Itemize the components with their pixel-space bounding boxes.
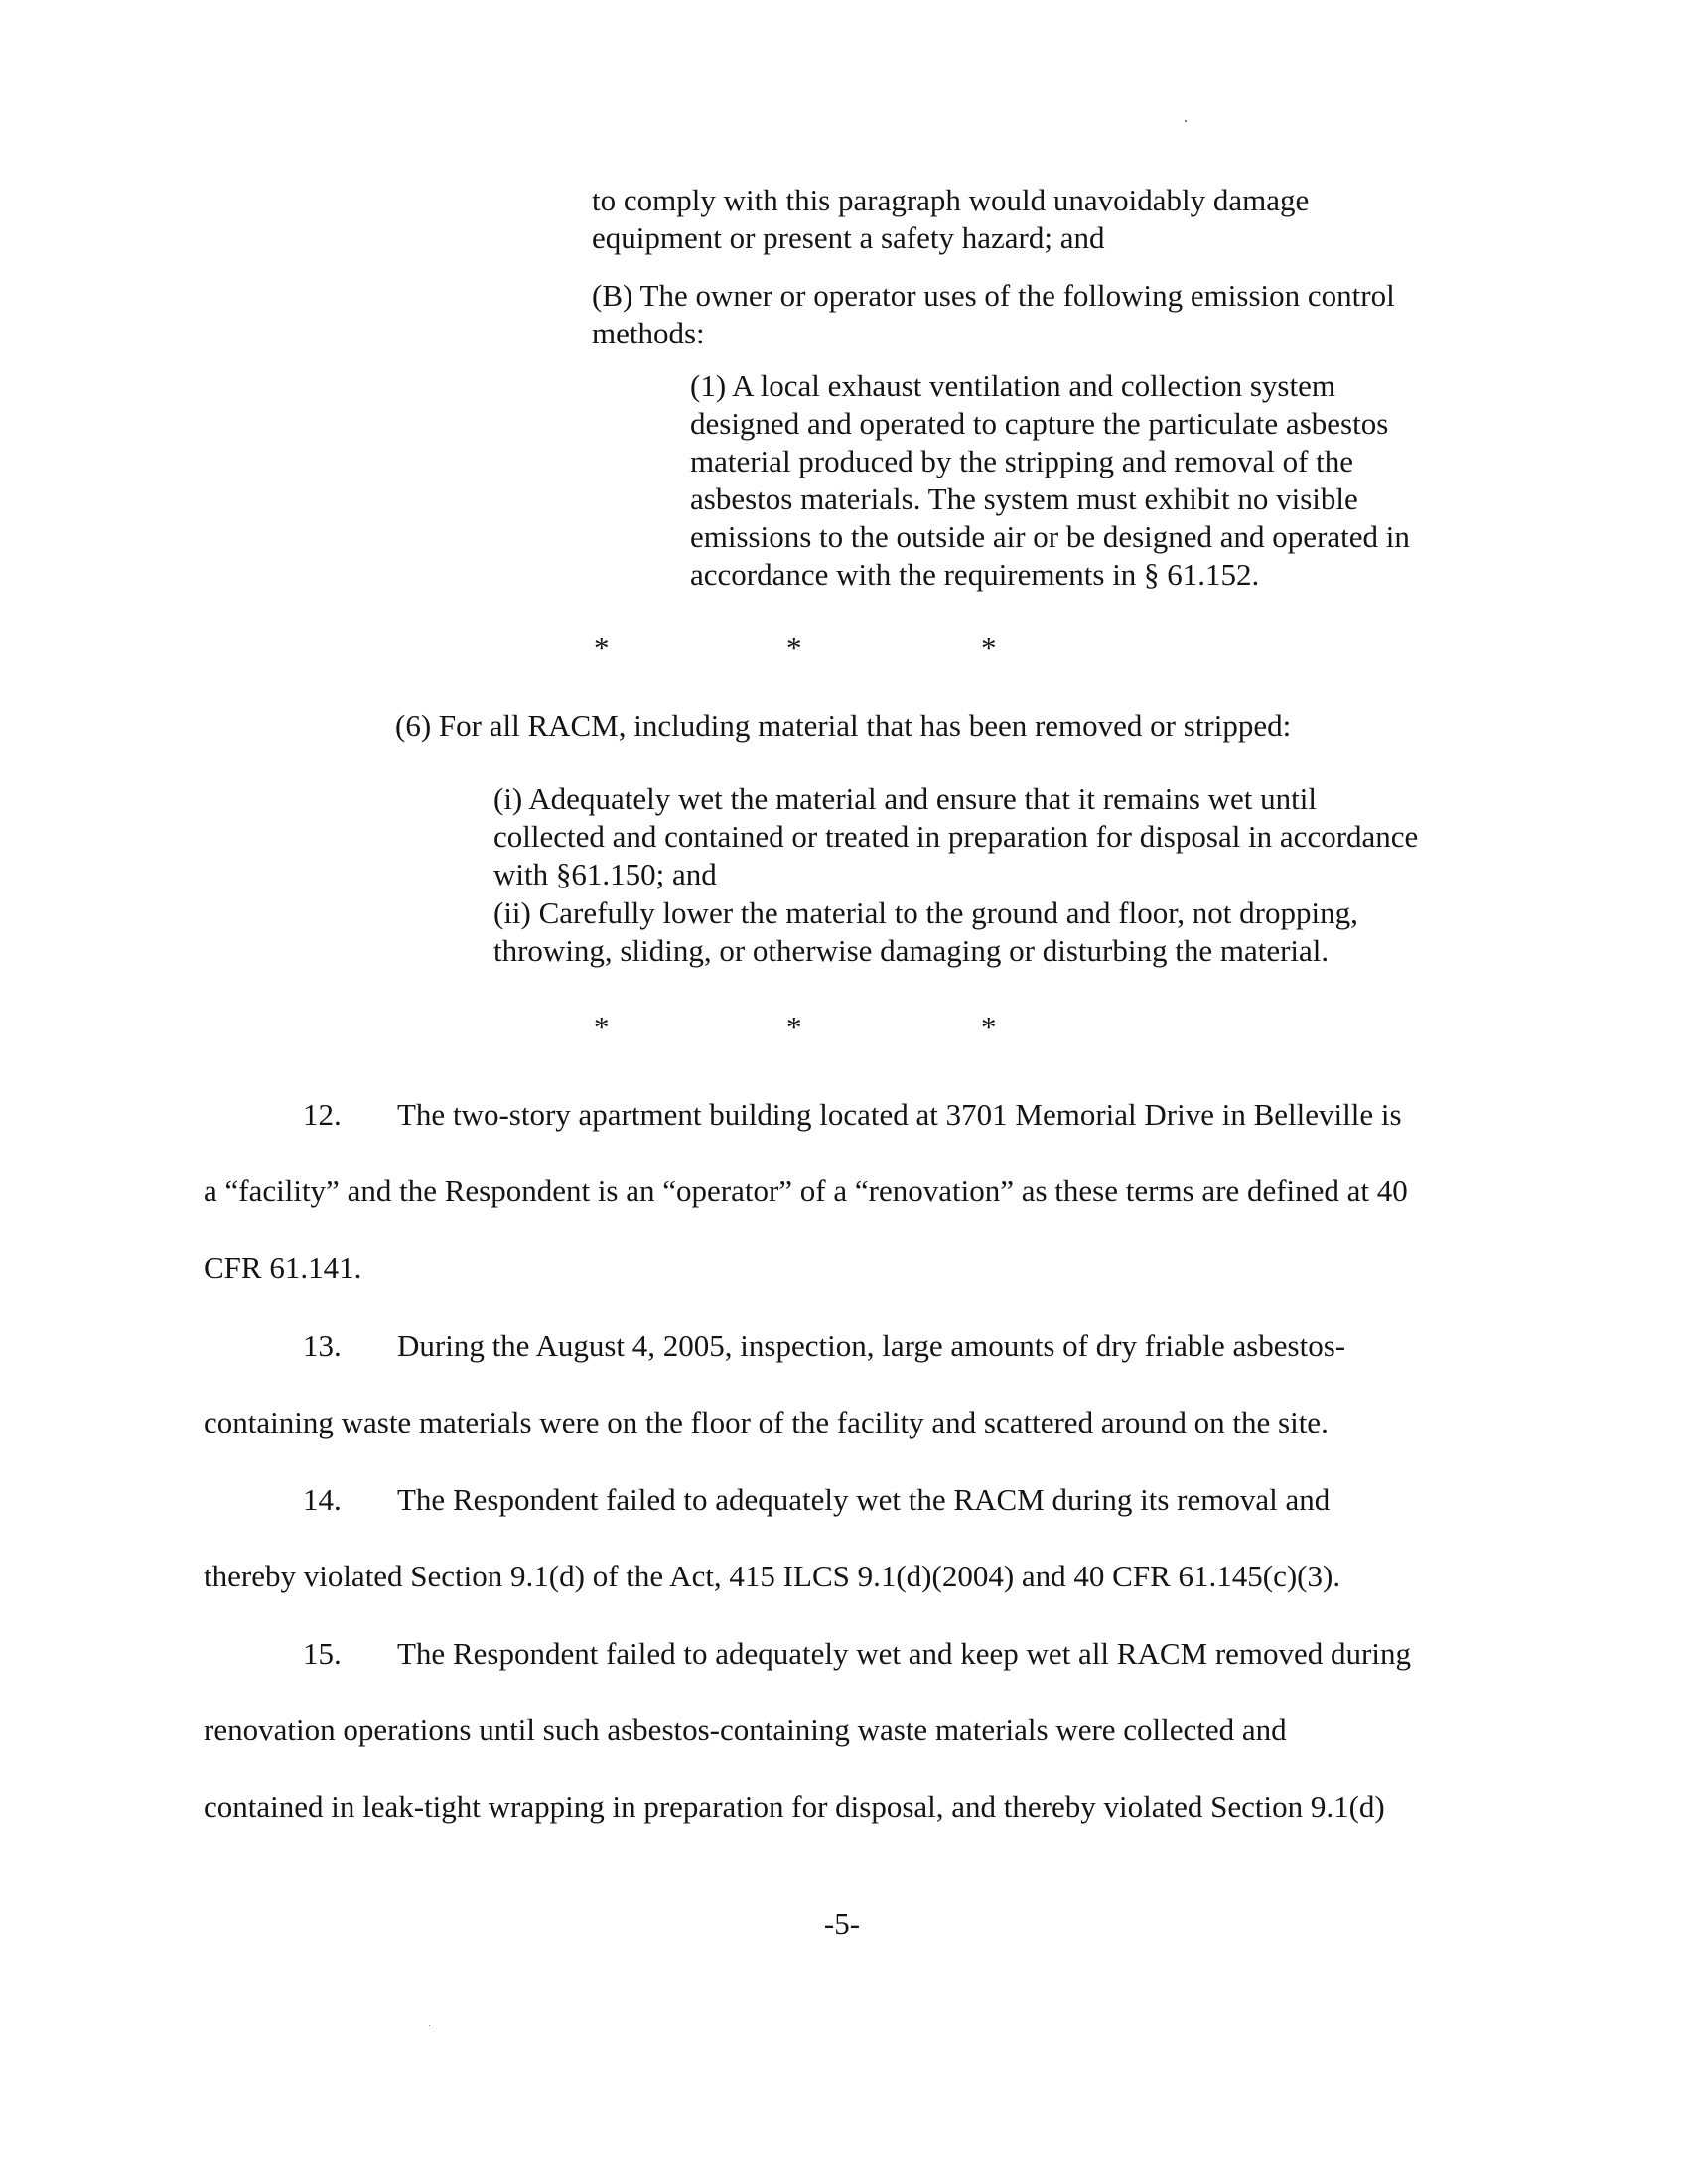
paragraph-first-line xyxy=(204,1076,1489,1153)
quote-line: emissions to the outside air or be designed and operated in xyxy=(690,519,1410,554)
quote-line: methods: xyxy=(592,316,705,350)
paragraph-text: contained in leak-tight wrapping in preparation for disposal, and thereby violated Section 9.1(d) xyxy=(204,1789,1385,1824)
quote-para-a-continued xyxy=(592,182,1485,257)
quote-line: (i) Adequately wet the material and ensure that it remains wet until xyxy=(493,781,1317,816)
numbered-paragraph xyxy=(204,1461,1489,1614)
quote-line: asbestos materials. The system must exhibit no visible xyxy=(690,481,1358,516)
ellipsis-star: * xyxy=(786,1010,802,1044)
quote-line: (1) A local exhaust ventilation and collection system xyxy=(690,368,1335,403)
quote-line: accordance with the requirements in § 61.152. xyxy=(690,557,1260,592)
quote-line: (B) The owner or operator uses of the following emission control xyxy=(592,278,1395,313)
paragraph-text: a “facility” and the Respondent is an “operator” of a “renovation” as these terms are defined at 40 xyxy=(204,1173,1408,1208)
paragraph-first-line xyxy=(204,1461,1489,1538)
quote-para-b1 xyxy=(690,367,1484,594)
paragraph-text: The Respondent failed to adequately wet the RACM during its removal and xyxy=(397,1482,1331,1517)
paragraph-number: 13. xyxy=(303,1328,342,1363)
quote-line: (ii) Carefully lower the material to the ground and floor, not dropping, xyxy=(493,895,1358,930)
scan-speck xyxy=(429,2025,430,2026)
quote-line: throwing, sliding, or otherwise damaging or disturbing the material. xyxy=(493,933,1330,968)
ellipsis-star: * xyxy=(594,630,610,665)
quote-line: equipment or present a safety hazard; and xyxy=(592,220,1105,255)
ellipsis-star: * xyxy=(786,630,802,665)
quote-line: material produced by the stripping and removal of the xyxy=(690,444,1354,478)
paragraph-text: CFR 61.141. xyxy=(204,1250,362,1285)
paragraph-text: containing waste materials were on the floor of the facility and scattered around on the site. xyxy=(204,1405,1329,1439)
quote-para-6i xyxy=(493,780,1486,893)
ellipsis-star: * xyxy=(981,630,997,665)
quote-para-6ii xyxy=(493,894,1486,970)
quote-para-b xyxy=(592,277,1485,352)
numbered-paragraph xyxy=(204,1615,1489,1844)
quote-line: (6) For all RACM, including material that has been removed or stripped: xyxy=(395,708,1292,743)
quote-line: with §61.150; and xyxy=(493,857,717,891)
quote-para-6 xyxy=(395,707,1487,745)
quote-line: collected and contained or treated in preparation for disposal in accordance xyxy=(493,819,1419,854)
paragraph-text: During the August 4, 2005, inspection, large amounts of dry friable asbestos- xyxy=(397,1328,1346,1363)
quote-line: designed and operated to capture the particulate asbestos xyxy=(690,406,1389,441)
paragraph-text: The Respondent failed to adequately wet and keep wet all RACM removed during xyxy=(397,1636,1411,1671)
scan-speck xyxy=(1185,120,1187,122)
paragraph-text: The two-story apartment building located at 3701 Memorial Drive in Belleville is xyxy=(397,1097,1402,1132)
page-number: -5- xyxy=(823,1906,861,1941)
paragraph-text: thereby violated Section 9.1(d) of the Act, 415 ILCS 9.1(d)(2004) and 40 CFR 61.145(c)(3). xyxy=(204,1559,1341,1593)
numbered-paragraph xyxy=(204,1307,1489,1460)
paragraph-text: renovation operations until such asbestos-containing waste materials were collected and xyxy=(204,1712,1287,1747)
paragraph-number: 15. xyxy=(303,1636,342,1671)
ellipsis-star: * xyxy=(981,1010,997,1044)
paragraph-first-line xyxy=(204,1615,1489,1692)
quote-line: to comply with this paragraph would unavoidably damage xyxy=(592,183,1310,217)
paragraph-number: 14. xyxy=(303,1482,342,1517)
ellipsis-star: * xyxy=(594,1010,610,1044)
paragraph-number: 12. xyxy=(303,1097,342,1132)
paragraph-first-line xyxy=(204,1307,1489,1384)
numbered-paragraph xyxy=(204,1076,1489,1305)
